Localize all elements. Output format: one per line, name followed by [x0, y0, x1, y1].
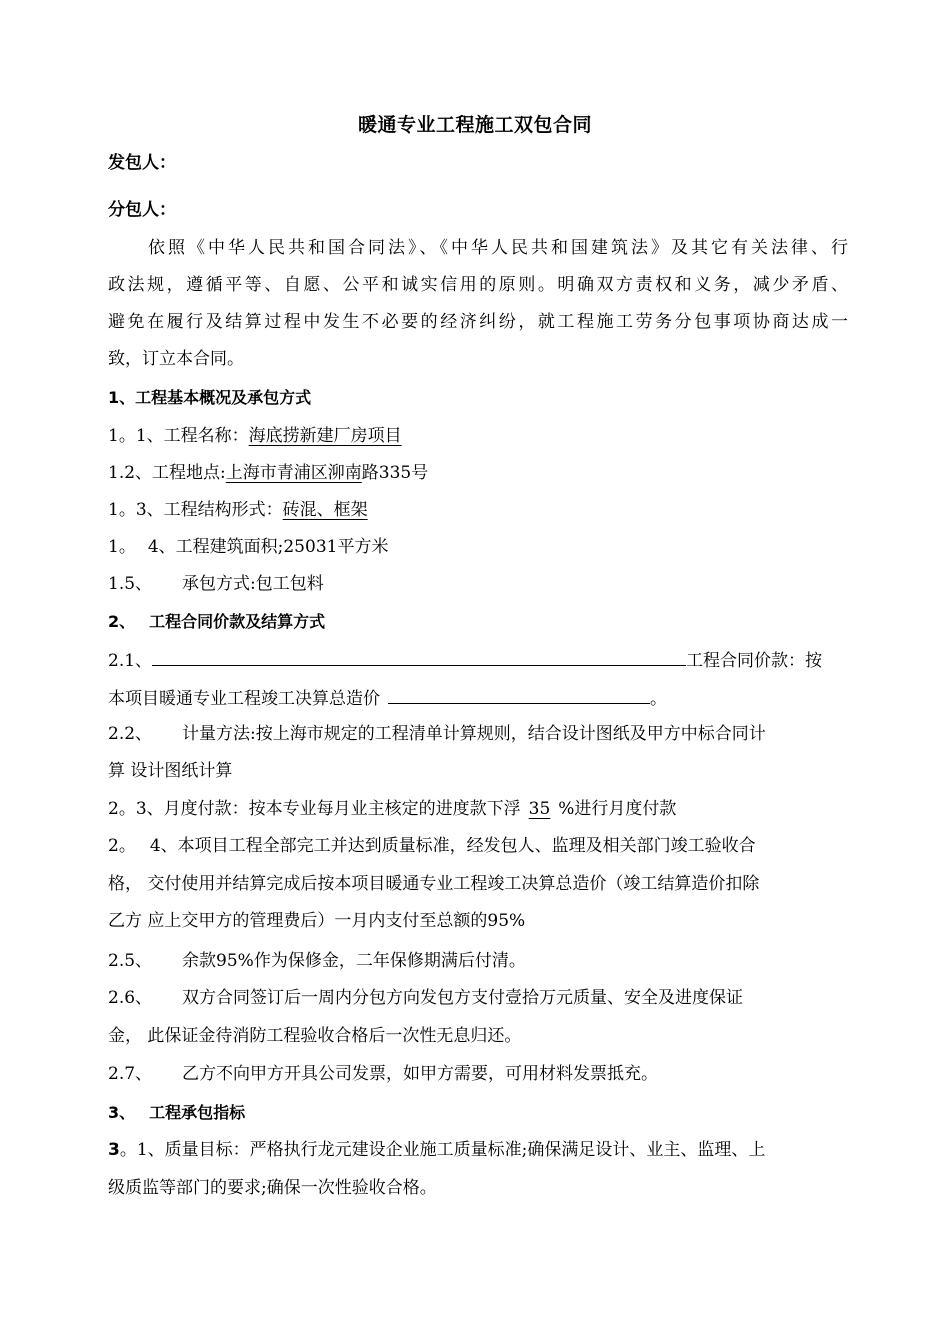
clause-2-2-number: 2.2、	[108, 724, 153, 744]
discount-rate-value: 35	[528, 799, 551, 819]
project-location-value: 上海市青浦区泖南	[225, 463, 362, 483]
clause-2-4-number: 2。	[108, 836, 136, 856]
section1-heading: 1、工程基本概况及承包方式	[108, 388, 312, 407]
clause-2-1-number: 2.1、	[108, 651, 153, 671]
clause-2-4-line-2: 格， 交付使用并结算完成后按本项目暖通专业工程竣工决算总造价（竣工结算造价扣除	[108, 874, 760, 894]
clause-1-2	[108, 461, 848, 485]
preamble-line-3: 避免在履行及结算过程中发生不必要的经济纠纷，就工程施工劳务分包事项协商达成一	[108, 312, 848, 332]
contract-price-blank	[152, 647, 686, 666]
clause-3-1-text: 。1、质量目标：严格执行龙元建设企业施工质量标准;确保满足设计、业主、监理、上	[119, 1140, 766, 1160]
section3-heading	[108, 1101, 848, 1125]
section2-number: 2、	[108, 612, 136, 631]
preamble-line-4: 致，订立本合同。	[108, 349, 244, 369]
clause-2-6-text: 双方合同签订后一周内分包方向发包方支付壹拾万元质量、安全及进度保证	[182, 988, 744, 1008]
clause-3-1-line-2: 级质监等部门的要求;确保一次性验收合格。	[108, 1178, 437, 1198]
clause-2-6-line-1	[108, 986, 848, 1010]
subcontractor-label: 分包人：	[108, 200, 176, 220]
project-location-tail: 路335号	[361, 463, 429, 483]
project-name-label: 1。1、工程名称：	[108, 426, 249, 446]
clause-2-2-line-2: 算 设计图纸计算	[108, 761, 233, 781]
settlement-price-blank	[388, 685, 650, 704]
employer-label: 发包人：	[108, 153, 176, 173]
clause-2-5-text: 余款95%作为保修金，二年保修期满后付清。	[182, 951, 526, 971]
clause-2-5-number: 2.5、	[108, 951, 153, 971]
clause-2-4-line-1	[108, 834, 848, 858]
section3-number: 3、	[108, 1103, 136, 1122]
clause-1-5-number: 1.5、	[108, 574, 153, 594]
clause-2-7	[108, 1062, 848, 1086]
clause-2-1-end: 。	[650, 689, 667, 709]
clause-2-1-text: 本项目暖通专业工程竣工决算总造价	[108, 689, 380, 709]
clause-2-4-line-3: 乙方 应上交甲方的管理费后）一月内支付至总额的95%	[108, 911, 526, 931]
clause-2-3	[108, 797, 848, 821]
structure-label: 1。3、工程结构形式：	[108, 500, 283, 520]
section2-title: 工程合同价款及结算方式	[149, 612, 326, 631]
clause-1-5	[108, 572, 848, 596]
document-title: 暖通专业工程施工双包合同	[357, 114, 592, 136]
clause-1-4-number: 1。	[108, 537, 136, 557]
section2-heading	[108, 610, 848, 634]
clause-2-2-text: 计量方法:按上海市规定的工程清单计算规则，结合设计图纸及甲方中标合同计	[182, 724, 766, 744]
project-name-value: 海底捞新建厂房项目	[248, 426, 402, 446]
clause-1-1	[108, 424, 848, 448]
clause-2-1-line-2	[108, 685, 848, 711]
contract-method-text: 承包方式:包工包料	[182, 574, 324, 594]
clause-2-3-prefix: 2。3、月度付款：按本专业每月业主核定的进度款下浮	[108, 799, 521, 819]
clause-2-4-text: 4、本项目工程全部完工并达到质量标准，经发包人、监理及相关部门竣工验收合	[149, 836, 756, 856]
clause-2-1-tail: 工程合同价款：按	[686, 651, 823, 671]
project-location-label: 1.2、工程地点:	[108, 463, 226, 483]
clause-2-7-number: 2.7、	[108, 1064, 153, 1084]
clause-2-5	[108, 949, 848, 973]
clause-2-2-line-1	[108, 722, 848, 746]
preamble-line-2: 政法规，遵循平等、自愿、公平和诚实信用的原则。明确双方责权和义务，减少矛盾、	[108, 275, 848, 295]
clause-2-6-line-2: 金， 此保证金待消防工程验收合格后一次性无息归还。	[108, 1026, 522, 1046]
clause-2-1-line-1	[108, 647, 848, 673]
preamble-line-1: 依照《中华人民共和国合同法》、《中华人民共和国建筑法》及其它有关法律、行	[148, 238, 848, 258]
clause-1-3	[108, 498, 848, 522]
building-area-text: 4、工程建筑面积;25031平方米	[147, 537, 389, 557]
clause-3-1-number: 3	[108, 1140, 120, 1160]
clause-2-3-suffix: %进行月度付款	[558, 799, 677, 819]
structure-value: 砖混、框架	[282, 500, 368, 520]
clause-3-1-line-1	[108, 1138, 848, 1162]
section3-title: 工程承包指标	[149, 1103, 246, 1122]
clause-2-6-number: 2.6、	[108, 988, 153, 1008]
clause-2-7-text: 乙方不向甲方开具公司发票，如甲方需要，可用材料发票抵充。	[182, 1064, 659, 1084]
clause-1-4	[108, 535, 848, 559]
